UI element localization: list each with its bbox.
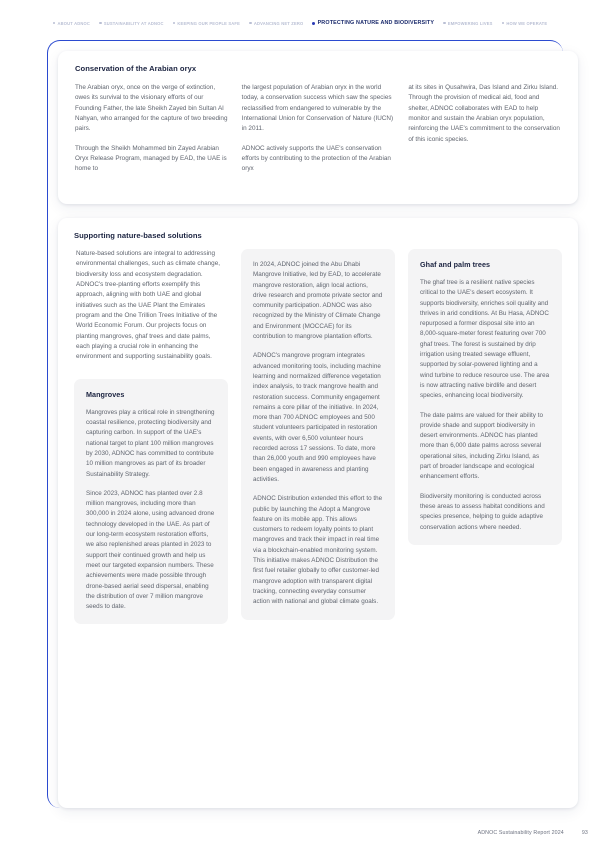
bullet-icon xyxy=(502,22,505,25)
section-nav xyxy=(0,16,600,30)
footer-page-number: 93 xyxy=(581,830,588,836)
oryx-paragraph: Through the Sheikh Mohammed bin Zayed Arabian Oryx Release Program, managed by EAD, the UAE is home to xyxy=(75,144,227,173)
subcard-mangroves xyxy=(74,379,228,625)
bullet-icon xyxy=(312,22,315,25)
page-footer xyxy=(478,830,588,836)
mangroves-title: Mangroves xyxy=(86,389,125,399)
oryx-card-title: Conservation of the Arabian oryx xyxy=(75,64,197,73)
ghaf-paragraph: The date palms are valued for their ability to provide shade and support biodiversity in desert environments. ADNOC has planted more than 6,000 date palms across several operational sites, including Zirku Island, as part of broader landscape and ecological enhancement efforts. xyxy=(420,411,543,481)
bullet-icon xyxy=(249,22,252,25)
nav-item-label: ADVANCING NET ZERO xyxy=(253,20,304,26)
middle-paragraph: ADNOC's mangrove program integrates advanced monitoring tools, including machine learning and normalized difference vegetation index analysis, to track mangrove health and restoration success. Community engagement remains a core pillar of the initiative. In 2024, more than 700 ADNOC employees and 500 student volunteers participated in restoration events, with over 6,500 volunteer hours recorded across 17 sessions. To date, more than 26,000 youth and 990 employees have been engaged in awareness and planting activities. xyxy=(253,352,381,483)
nav-item-protecting-nature-and-biodiversity[interactable] xyxy=(312,20,434,26)
mangroves-paragraph: Mangroves play a critical role in strengthening coastal resilience, protecting biodiversity and capturing carbon. In support of the UAE's national target to plant 100 million mangroves by 2030, ADNOC has committed to contribute 10 million mangroves as part of its broader Sustainability Strategy. xyxy=(86,408,215,478)
card-arabian-oryx xyxy=(58,51,578,204)
nbs-card-title: Supporting nature-based solutions xyxy=(74,231,202,240)
nav-item-label: KEEPING OUR PEOPLE SAFE xyxy=(177,20,241,26)
nav-item-about-adnoc[interactable] xyxy=(53,21,90,26)
nav-item-empowering-lives[interactable] xyxy=(443,21,493,26)
middle-paragraph: In 2024, ADNOC joined the Abu Dhabi Mangrove Initiative, led by EAD, to accelerate mangrove restoration, align local actions, drive research and promote private sector and community participation. ADNOC was also recognized by the Ministry of Climate Change and Environment (MOCCAE) for its contribution to mangrove plantation efforts. xyxy=(253,261,383,341)
subcard-ghaf-and-palm-trees xyxy=(408,249,562,545)
middle-paragraph: ADNOC Distribution extended this effort to the public by launching the Adopt a Mangrove feature on its mobile app. This allows customers to redeem loyalty points to plant mangroves and track their impact in real time via a blockchain-enabled monitoring system. This initiative makes ADNOC Distribution the first fuel retailer globally to offer customer-led mangrove adoption with transparent digital tracking, connecting everyday consumer action with national and global climate goals. xyxy=(253,495,383,606)
nav-item-how-we-operate[interactable] xyxy=(502,21,548,26)
bullet-icon xyxy=(99,22,102,25)
ghaf-paragraph: Biodiversity monitoring is conducted across these areas to assess habitat conditions and species presence, helping to guide adaptive conservation actions where needed. xyxy=(420,492,545,531)
ghaf-paragraph: The ghaf tree is a resilient native species critical to the UAE's desert ecosystem. It supports biodiversity, enriches soil quality and thrives in arid conditions. At Bu Hasa, ADNOC repurposed a former disposal site into an 8,000-square-meter forest featuring over 700 ghaf trees. The forest is sustained by drip irrigation using treated sewage effluent, supported by solar-powered lighting and a wind turbine to reduce resource use. The area is now attracting native birdlife and desert species, enhancing local biodiversity. xyxy=(420,279,550,400)
nav-item-label: PROTECTING NATURE AND BIODIVERSITY xyxy=(317,20,435,26)
nav-item-label: ABOUT ADNOC xyxy=(57,20,91,26)
subcard-mangrove-initiative xyxy=(241,249,395,620)
nbs-column-right xyxy=(408,249,562,624)
nav-item-advancing-net-zero[interactable] xyxy=(249,21,303,26)
oryx-paragraph: the largest population of Arabian oryx in the world today, a conservation success which saw the species reclassified from endangered to vulnerable by the International Union for Conservation of Nature (IUCN) in 2011. xyxy=(241,84,394,133)
oryx-column-2 xyxy=(242,83,395,175)
nav-item-label: EMPOWERING LIVES xyxy=(447,20,493,26)
nav-item-label: SUSTAINABILITY AT ADNOC xyxy=(103,20,164,26)
oryx-paragraph: ADNOC actively supports the UAE's conservation efforts by contributing to the protection of the Arabian oryx xyxy=(241,144,391,173)
bullet-icon xyxy=(173,22,176,25)
card-nature-based-solutions xyxy=(58,218,578,808)
oryx-column-1 xyxy=(75,83,228,175)
ghaf-title: Ghaf and palm trees xyxy=(420,260,491,269)
nav-item-label: HOW WE OPERATE xyxy=(506,20,548,26)
footer-report-title: ADNOC Sustainability Report 2024 xyxy=(477,830,564,836)
oryx-paragraph: at its sites in Qusahwira, Das Island and Zirku Island. Through the provision of medical aid, food and shelter, ADNOC collaborates with EAD to help monitor and sustain the Arabian oryx population, reinforcing the UAE's commitment to the conservation of this iconic species. xyxy=(408,84,560,143)
oryx-column-3 xyxy=(408,83,561,175)
oryx-paragraph: The Arabian oryx, once on the verge of extinction, owes its survival to the visionary efforts of our Founding Father, the late Sheikh Zayed bin Sultan Al Nahyan, who arranged for the capture of two breeding pairs. xyxy=(75,84,228,133)
bullet-icon xyxy=(443,22,446,25)
nbs-column-left xyxy=(74,249,228,624)
nbs-column-middle xyxy=(241,249,395,624)
nav-item-sustainability-at-adnoc[interactable] xyxy=(99,21,164,26)
nav-item-keeping-our-people-safe[interactable] xyxy=(173,21,240,26)
nbs-intro-paragraph: Nature-based solutions are integral to addressing environmental challenges, such as climate change, biodiversity loss and ecosystem degradation. ADNOC's tree-planting efforts exemplify this approach, aligning with both UAE and global initiatives such as the UAE Plant the Emirates program and the One Trillion Trees Initiative of the World Economic Forum. Our projects focus on planting mangroves, ghaf trees and date palms, each playing a crucial role in enhancing the environment and supporting sustainability goals. xyxy=(76,250,221,361)
nbs-intro-block xyxy=(74,249,228,363)
mangroves-paragraph: Since 2023, ADNOC has planted over 2.8 million mangroves, including more than 300,000 in 2024 alone, using advanced drone technology developed in the UAE. As part of our long-term ecosystem restoration efforts, we also replenished areas planted in 2023 to support their continued growth and help us meet our targeted expansion numbers. These achievements were made possible through drone-based aerial seed dispersal, enabling the distribution of over 7 million mangrove seeds to date. xyxy=(86,489,215,611)
bullet-icon xyxy=(53,22,56,25)
